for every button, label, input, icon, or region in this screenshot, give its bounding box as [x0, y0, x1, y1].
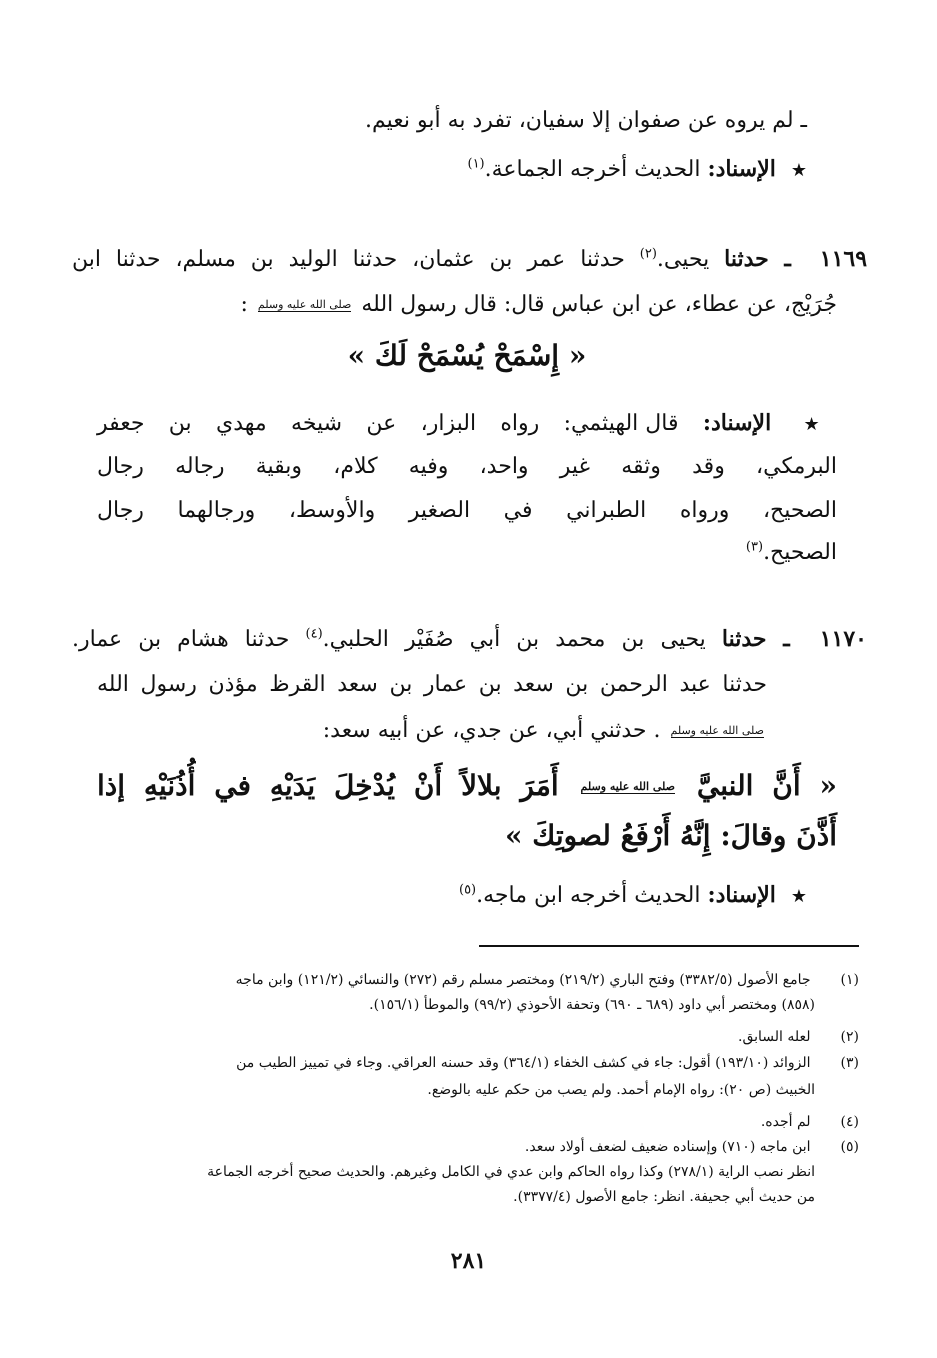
isnad-line: ★ الإسناد: الحديث أخرجه الجماعة.$^{(١)}$	[467, 156, 807, 182]
hadith-1170-line-2: حدثنا عبد الرحمن بن سعد بن عمار بن سعد القرظ مؤذن رسول الله	[97, 672, 767, 697]
footnote-number: (٣)	[840, 1055, 859, 1071]
footnote-number: (١)	[840, 972, 859, 988]
isnad-label: الإسناد:	[707, 156, 776, 182]
isnad-1169-line-4: الصحيح.$^{(٣)}$	[745, 539, 837, 565]
star-icon: ★	[803, 414, 837, 435]
page-number: ٢٨١	[450, 1248, 487, 1274]
isnad-1169-line-1: ★ الإسناد: قال الهيثمي: رواه البزار، عن شيخه مهدي بن جعفر	[97, 410, 837, 436]
hadith-number: ١١٧٠	[819, 626, 867, 652]
hadith-1170-text-line-1: « أَنَّ النبيَّ صلى الله عليه وسلم أَمَرَ بلالاً أَنْ يُدْخِلَ يَدَيْهِ في أُذُنَيْهِ إذا	[97, 769, 838, 802]
salawat-glyph: صلى الله عليه وسلم	[257, 297, 352, 311]
footnote-ref: (٢)	[639, 246, 657, 262]
footnote-separator	[479, 945, 859, 947]
text-line: ـ لم يروه عن صفوان إلا سفيان، تفرد به أبو نعيم.	[365, 108, 807, 133]
footnote-ref: (٤)	[305, 626, 323, 642]
isnad-label: الإسناد:	[702, 410, 772, 436]
hadith-1169-line-2: جُرَيْج، عن عطاء، عن ابن عباس قال: قال رسول الله صلى الله عليه وسلم :	[240, 292, 837, 317]
footnote-ref: (١)	[467, 156, 485, 172]
salawat-glyph: صلى الله عليه وسلم	[580, 780, 676, 793]
footnote-4: (٤) لم أجده.	[99, 1110, 859, 1134]
star-icon: ★	[790, 160, 807, 181]
star-icon: ★	[790, 886, 807, 907]
isnad-1169-line-3: الصحيح، ورواه الطبراني في الصغير والأوسط، ورجالهما رجال	[97, 498, 837, 523]
footnote-1-cont: (٨٥٨) ومختصر أبي داود (٦٨٩ ـ ٦٩٠) وتحفة الأحوذي (٩٩/٢) والموطأ (١٥٦/١).	[369, 997, 815, 1013]
isnad-label: الإسناد:	[707, 882, 776, 908]
footnote-number: (٢)	[840, 1029, 859, 1045]
hadith-1170-line-1: ١١٧٠ ـ حدثنا يحيى بن محمد بن أبي صُفَيْر الحلبي.$^{(٤)}$ حدثنا هشام بن عمار.	[72, 626, 867, 652]
footnote-number: (٤)	[840, 1114, 859, 1130]
isnad-1169-line-2: البرمكي، وقد وثقه غير واحد، وفيه كلام، وبقية رجاله رجال	[97, 454, 837, 479]
hadith-1169-line-1: ١١٦٩ ـ حدثنا يحيى.$^{(٢)}$ حدثنا عمر بن عثمان، حدثنا الوليد بن مسلم، حدثنا ابن	[72, 246, 868, 272]
hadith-number: ١١٦٩	[819, 246, 868, 272]
footnote-3: (٣) الزوائد (١٩٣/١٠) أقول: جاء في كشف الخفاء (٣٦٤/١) وقد حسنه العراقي. وجاء في تمييز الطيب من	[99, 1051, 859, 1075]
footnote-number: (٥)	[840, 1139, 859, 1155]
footnote-ref: (٣)	[745, 539, 764, 555]
hadith-1170-text-line-2: أَذَّنَ وقالَ: إِنَّهُ أَرْفَعُ لصوتِكَ »	[504, 819, 837, 852]
isnad-1170-line: ★ الإسناد: الحديث أخرجه ابن ماجه.$^{(٥)}$	[458, 882, 807, 908]
footnote-5-cont-1: انظر نصب الراية (٢٧٨/١) وكذا رواه الحاكم وابن عدي في الكامل وغيرهم. والحديث صحيح أخرجه الجماعة	[207, 1164, 815, 1180]
footnote-3-cont: الخبيث (ص ٢٠): رواه الإمام أحمد. ولم يصب من حكم عليه بالوضع.	[427, 1082, 815, 1098]
footnote-1: (١) جامع الأصول (٣٣٨٢/٥) وفتح الباري (٢١٩/٢) ومختصر مسلم رقم (٢٧٢) والنسائي (١٢١/٢) وابن ماجه	[99, 968, 859, 992]
hadith-1169-text: « إِسْمَحْ يُسْمَحْ لَكَ »	[347, 339, 587, 372]
hadith-1170-line-3: صلى الله عليه وسلم . حدثني أبي، عن جدي، عن أبيه سعد:	[322, 718, 764, 743]
footnote-5: (٥) ابن ماجه (٧١٠) وإسناده ضعيف لضعف أولاد سعد.	[99, 1135, 859, 1159]
footnote-5-cont-2: من حديث أبي جحيفة. انظر: جامع الأصول (٣٣٧٧/٤).	[513, 1189, 815, 1205]
footnote-2: (٢) لعله السابق.	[99, 1025, 859, 1049]
footnote-ref: (٥)	[458, 882, 477, 898]
salawat-glyph: صلى الله عليه وسلم	[670, 723, 764, 737]
